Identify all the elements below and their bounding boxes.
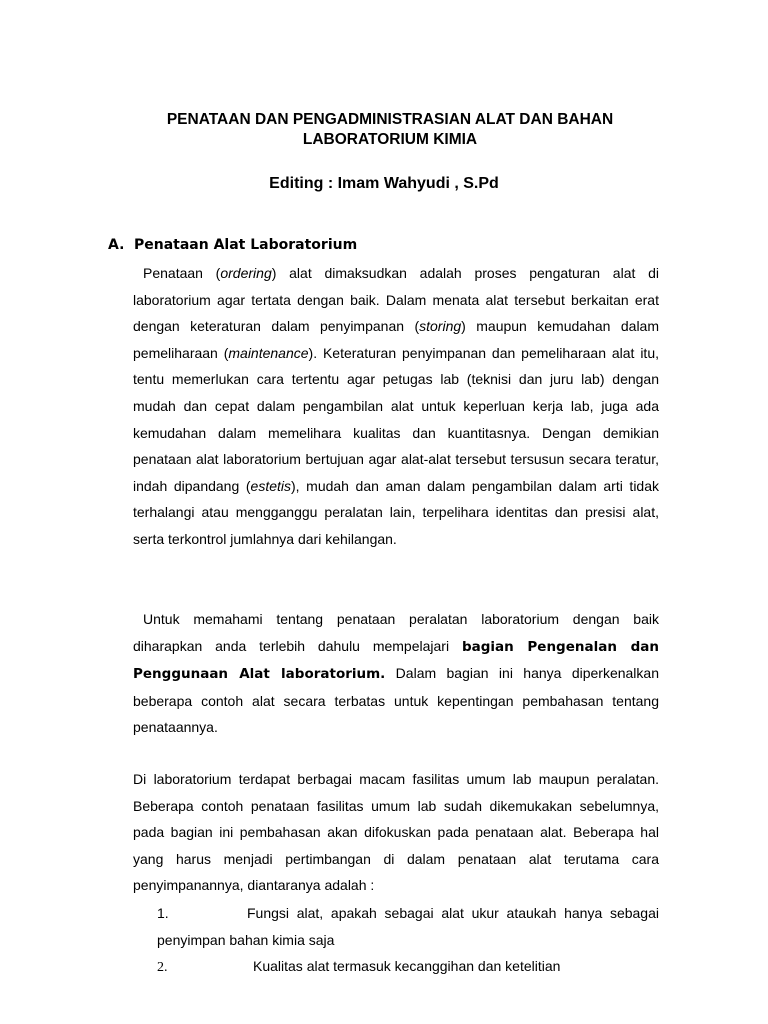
para1-italic-storing: storing bbox=[419, 318, 462, 335]
list-item-number: 1. bbox=[157, 905, 169, 921]
paragraph-2 bbox=[133, 606, 659, 741]
para1-text-3: ) maupun kemudahan dalam pemeliharaan ( bbox=[133, 318, 659, 361]
para1-italic-estetis: estetis bbox=[250, 477, 291, 494]
section-heading-text: Penataan Alat Laboratorium bbox=[134, 237, 358, 253]
list-item-text: Fungsi alat, apakah sebagai alat ukur ataukah hanya sebagai penyimpan bahan kimia saja bbox=[157, 905, 659, 948]
para1-italic-ordering: ordering bbox=[220, 265, 272, 281]
editor-credit: Editing : Imam Wahyudi , S.Pd bbox=[269, 175, 499, 192]
title-line-1: PENATAAN DAN PENGADMINISTRASIAN ALAT DAN BAHAN bbox=[166, 111, 614, 128]
document-title bbox=[90, 110, 690, 150]
consideration-list bbox=[157, 900, 659, 982]
list-item bbox=[157, 953, 659, 982]
paragraph-1 bbox=[133, 260, 659, 553]
title-line-2: LABORATORIUM KIMIA bbox=[302, 131, 478, 148]
list-item-text: Kualitas alat termasuk kecanggihan dan ketelitian bbox=[253, 958, 561, 975]
para1-italic-maintenance: maintenance bbox=[228, 344, 309, 361]
para2-bold-reference: bagian Pengenalan dan Penggunaan Alat laboratorium. bbox=[133, 638, 659, 683]
para1-text-2: ) alat dimaksudkan adalah proses pengaturan alat di laboratorium agar tertata dengan baik. Dalam menata alat tersebut berkaitan erat dengan keteraturan dalam penyimpanan ( bbox=[133, 265, 660, 335]
para1-text-5: ), mudah dan aman dalam pengambilan dalam arti tidak terhalangi atau mengganggu peralatan lain, terpelihara identitas dan presisi alat, serta terkontrol jumlahnya dari kehilangan. bbox=[133, 477, 659, 547]
list-item bbox=[157, 900, 659, 953]
section-heading bbox=[108, 237, 357, 253]
para1-text-4: ). Keteraturan penyimpanan dan pemeliharaan alat itu, tentu memerlukan cara tertentu agar petugas lab (teknisi dan juru lab) dengan mudah dan cepat dalam pengambilan alat untuk keperluan kerja lab, juga ada kemudahan dalam memelihara kualitas dan kuantitasnya. Dengan demikian penataan alat laboratorium bertujuan agar alat-alat tersebut tersusun secara teratur, indah dipandang ( bbox=[133, 344, 659, 494]
section-letter: A. bbox=[108, 237, 125, 253]
paragraph-3: Di laboratorium terdapat berbagai macam fasilitas umum lab maupun peralatan. Beberapa contoh penataan fasilitas umum lab sudah dikemukakan sebelumnya, pada bagian ini pembahasan akan difokuskan pada penataan alat. Beberapa hal yang harus menjadi pertimbangan di dalam penataan alat terutama cara penyimpanannya, diantaranya adalah : bbox=[133, 771, 659, 894]
para2-text-1: Untuk memahami tentang penataan peralatan laboratorium dengan baik diharapkan anda terlebih dahulu mempelajari bbox=[133, 611, 659, 654]
para1-text-1: Penataan ( bbox=[143, 265, 221, 281]
list-item-number: 2. bbox=[157, 960, 168, 976]
para2-text-2: Dalam bagian ini hanya diperkenalkan beberapa contoh alat secara terbatas untuk kepentingan pembahasan tentang penataannya. bbox=[133, 665, 659, 736]
